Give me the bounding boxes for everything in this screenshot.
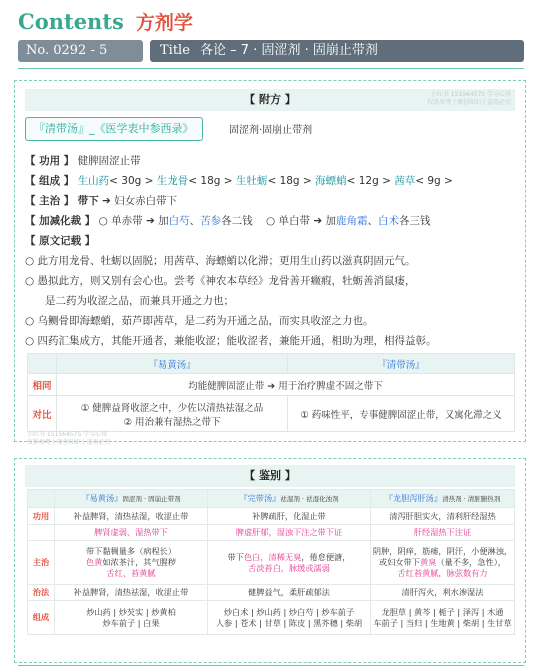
differentiation-header-row: 『易黄汤』固涩剂 · 固崩止带剂 『完带汤』祛湿剂 · 祛湿化浊剂 『龙胆泻肝汤』清热剂 · 清脏腑热剂 [28,490,515,508]
source-line: ○ 愚拟此方，则又别有会心也。尝考《神农本草经》龙骨善开癥瘕，牡蛎善消鼠瘘， [25,275,416,287]
differentiation-table [27,489,515,635]
source-line: ○ 乌鲗骨即海螵蛸，茹芦即茜草，是二药为开通之品，而实具收涩之力也。 [25,315,374,327]
indication-line: 【 主治 】 带下 ➔ 妇女赤白带下 [25,195,178,207]
appendix-panel [14,80,526,446]
function-row: 功用 补益脾肾，清热祛湿，收涩止带 补脾疏肝，化湿止带 清泻肝胆实火，清利肝经湿热 [28,508,515,525]
source-line: 是二药为收涩之品，而兼具开通之力也； [45,295,234,307]
source-line: ○ 四药汇集成方，其能开通者，兼能收涩；能收涩者，兼能开通，相助为理，相得益彰。 [25,335,437,347]
similar-label: 相同 [28,374,57,396]
title-text: 各论 – 7 · 固涩剂 · 固崩止带剂 [200,43,378,58]
footer-divider [18,665,524,666]
header-title-zh: 方剂学 [135,12,193,34]
similar-text: 均能健脾固涩止带 ➔ 用于治疗脾虚不固之带下 [57,374,515,396]
pathogenesis-row: 脾肾虚弱，湿热带下 脾虚肝郁，湿浊下注之带下证 肝经湿热下注证 [28,525,515,541]
title-label: Title [160,43,190,58]
title-bar [150,40,524,62]
watermark-top: 小红书 151564575 学习心得 仅供参考 | 原创知识 | 盗用必究 [427,91,511,106]
header-title-en: Contents [18,9,124,34]
source-label: 【 原文记载 】 [25,235,96,247]
diff-yihuang: ① 健脾益肾收涩之中，少佐以清热祛湿之品 ② 用治兼有湿热之带下 [57,396,288,432]
composition-line: 【 组成 】 生山药< 30g > 生龙骨< 18g > 生牡蛎< 18g > 海螵蛸< 12g > 茜草< 9g > [25,175,453,187]
watermark-bottom: 小红书 151564575 学习心得 仅供参考 | 原创知识 | 盗用必究 [27,431,111,446]
source-line: ○ 此方用龙骨、牡蛎以固脱；用茜草、海螵蛸以化滞；更用生山药以滋真阴固元气。 [25,255,416,267]
indication-row: 主治 带下黏稠量多（病程长） 色黄如浓茶汁，其气腥秽 舌红、苔黄腻 带下色白，清稀无臭，倦怠便溏， 舌淡苔白，脉缓或濡弱 阴肿，阴痒，筋痿，阴汗，小便淋浊， 或妇女带下黄臭（量不多，急性）， 舌红苔黄腻，脉弦数有力 [28,541,515,585]
formula-chip: 『清带汤』_《医学衷中参西录》 [25,117,203,141]
compare-col-qingdai: 『清带汤』 [288,354,515,374]
modification-line: 【 加减化裁 】 ○ 单赤带 ➔ 加白芍、苦参各二钱 ○ 单白带 ➔ 加鹿角霜、白术各三钱 [25,215,431,227]
diff-label: 对比 [28,396,57,432]
differentiation-panel [14,458,526,663]
compare-col-yihuang: 『易黄汤』 [57,354,288,374]
composition-row: 组成 炒山药 | 炒芡实 | 炒黄柏 炒车前子 | 白果 炒白术 | 炒山药 | 炒白芍 | 炒车前子 人参 | 苍术 | 甘草 | 陈皮 | 黑芥穗 | 柴胡 龙胆草 | 黄芩 | 栀子 | 泽泻 | 木通 车前子 | 当归 | 生地黄 | 柴胡 | 生甘草 [28,601,515,635]
number-bar: No. 0292 - 5 [18,40,143,62]
page-header [18,8,193,38]
method-row: 治法 补益脾肾，清热祛湿，收涩止带 健脾益气，柔肝疏郁法 清肝泻火，利水渗湿法 [28,585,515,601]
formula-category: 固涩剂·固崩止带剂 [229,125,313,136]
header-divider [18,68,524,69]
function-line: 【 功用 】 健脾固涩止带 [25,155,141,167]
compare-table [27,353,515,432]
differentiation-title: 【 鉴别 】 [25,465,515,487]
diff-qingdai: ① 药味性平，专事健脾固涩止带，又寓化滞之义 [288,396,515,432]
appendix-title: 【 附方 】 [25,89,515,111]
